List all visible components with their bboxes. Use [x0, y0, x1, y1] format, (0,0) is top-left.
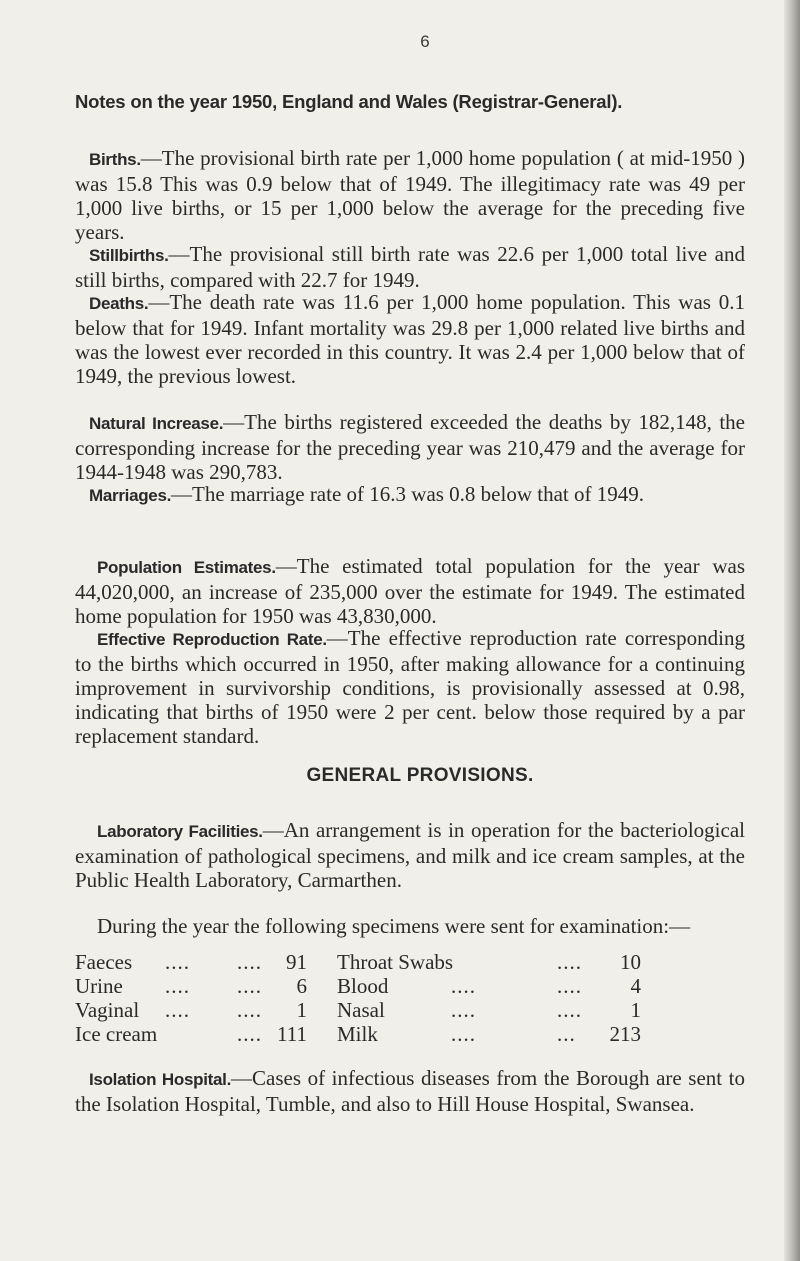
specimen-label: Throat Swabs [337, 950, 454, 974]
specimen-row-milk [337, 1022, 657, 1046]
isolation-hospital-heading: Isolation Hospital. [89, 1070, 232, 1089]
natural-increase-heading: Natural Increase. [89, 414, 224, 433]
births-text: —The provisional birth rate per 1,000 home population ( at mid-1950 ) was 15.8 This was 0.9 below that of 1949. The illegitimacy rate was 49 per 1,000 live births, or 15 per 1,000 below the average for the preceding five years. [75, 146, 745, 244]
leader-dots: .... [237, 998, 262, 1022]
leader-dots: .... [557, 950, 582, 974]
stillbirths-heading: Stillbirths. [89, 246, 169, 265]
stillbirths-text: —The provisional still birth rate was 22.6 per 1,000 total live and still births, compared with 22.7 for 1949. [75, 242, 745, 292]
specimen-label: Ice cream [75, 1022, 158, 1046]
leader-dots: .... [237, 1022, 262, 1046]
marriages-paragraph [75, 482, 745, 508]
leader-dots: ... [557, 1022, 576, 1046]
population-estimates-text: —The estimated total population for the year was 44,020,000, an increase of 235,000 over the estimate for 1949. The estimated home population for 1950 was 43,830,000. [75, 554, 745, 628]
specimen-count: 91 [286, 950, 307, 974]
specimen-count: 1 [296, 998, 307, 1022]
leader-dots: .... [451, 998, 476, 1022]
deaths-heading: Deaths. [89, 294, 149, 313]
stillbirths-paragraph [75, 242, 745, 292]
specimen-label: Faeces [75, 950, 133, 974]
specimen-label: Vaginal [75, 998, 140, 1022]
leader-dots: .... [451, 974, 476, 998]
specimen-count: 10 [620, 950, 641, 974]
leader-dots: .... [165, 998, 190, 1022]
specimen-row-urine [75, 974, 375, 998]
specimens-table [75, 950, 765, 1046]
specimen-label: Nasal [337, 998, 385, 1022]
isolation-hospital-paragraph [75, 1066, 745, 1116]
specimen-count: 1 [630, 998, 641, 1022]
marriages-heading: Marriages. [89, 486, 172, 505]
leader-dots: .... [165, 974, 190, 998]
laboratory-text: —An arrangement is in operation for the bacteriological examination of pathological specimens, and milk and ice cream samples, at the Public Health Laboratory, Carmarthen. [75, 818, 745, 892]
laboratory-paragraph [75, 818, 745, 892]
page-number: 6 [420, 32, 430, 51]
marriages-text: —The marriage rate of 16.3 was 0.8 below that of 1949. [171, 482, 644, 506]
specimen-label: Blood [337, 974, 389, 998]
specimen-label: Urine [75, 974, 123, 998]
isolation-hospital-text: —Cases of infectious diseases from the Borough are sent to the Isolation Hospital, Tumble, and also to Hill House Hospital, Swansea. [75, 1066, 746, 1116]
population-estimates-heading: Population Estimates. [97, 558, 276, 577]
laboratory-heading: Laboratory Facilities. [97, 822, 263, 841]
reproduction-rate-paragraph [75, 626, 745, 748]
deaths-paragraph [75, 290, 745, 388]
natural-increase-text: —The births registered exceeded the deaths by 182,148, the corresponding increase for the preceding year was 210,479 and the average for 1944-1948 was 290,783. [75, 410, 745, 484]
specimen-row-throat-swabs [337, 950, 657, 974]
specimen-row-faeces [75, 950, 375, 974]
reproduction-rate-text: —The effective reproduction rate corresponding to the births which occurred in 1950, after making allowance for a continuing improvement in survivorship conditions, is provisionally assessed at 0.98, indicating that births of 1950 were 2 per cent. below those required by a par replacement standard. [75, 626, 745, 748]
leader-dots: .... [557, 974, 582, 998]
specimen-row-vaginal [75, 998, 375, 1022]
natural-increase-paragraph [75, 410, 745, 484]
leader-dots: .... [165, 950, 190, 974]
population-estimates-paragraph [75, 554, 745, 628]
specimen-row-ice-cream [75, 1022, 375, 1046]
leader-dots: .... [237, 950, 262, 974]
deaths-text: —The death rate was 11.6 per 1,000 home population. This was 0.1 below that for 1949. Infant mortality was 29.8 per 1,000 related live births and was the lowest ever recorded in this country. It was 2.4 per 1,000 below that of 1949, the previous lowest. [75, 290, 745, 388]
leader-dots: .... [451, 1022, 476, 1046]
specimen-count: 4 [630, 974, 641, 998]
section-heading: GENERAL PROVISIONS. [306, 765, 534, 786]
specimens-intro: During the year the following specimens were sent for examination:— [97, 914, 691, 938]
specimen-count: 6 [296, 974, 307, 998]
specimen-row-nasal [337, 998, 657, 1022]
specimen-label: Milk [337, 1022, 378, 1046]
leader-dots: .... [557, 998, 582, 1022]
page-edge-shadow [784, 0, 800, 1261]
births-paragraph [75, 146, 745, 244]
page-title: Notes on the year 1950, England and Wales (Registrar-General). [75, 91, 623, 112]
specimen-count: 111 [277, 1022, 307, 1046]
specimen-count: 213 [609, 1022, 641, 1046]
reproduction-rate-heading: Effective Reproduction Rate. [97, 630, 327, 649]
births-heading: Births. [89, 150, 141, 169]
specimen-row-blood [337, 974, 657, 998]
leader-dots: .... [237, 974, 262, 998]
